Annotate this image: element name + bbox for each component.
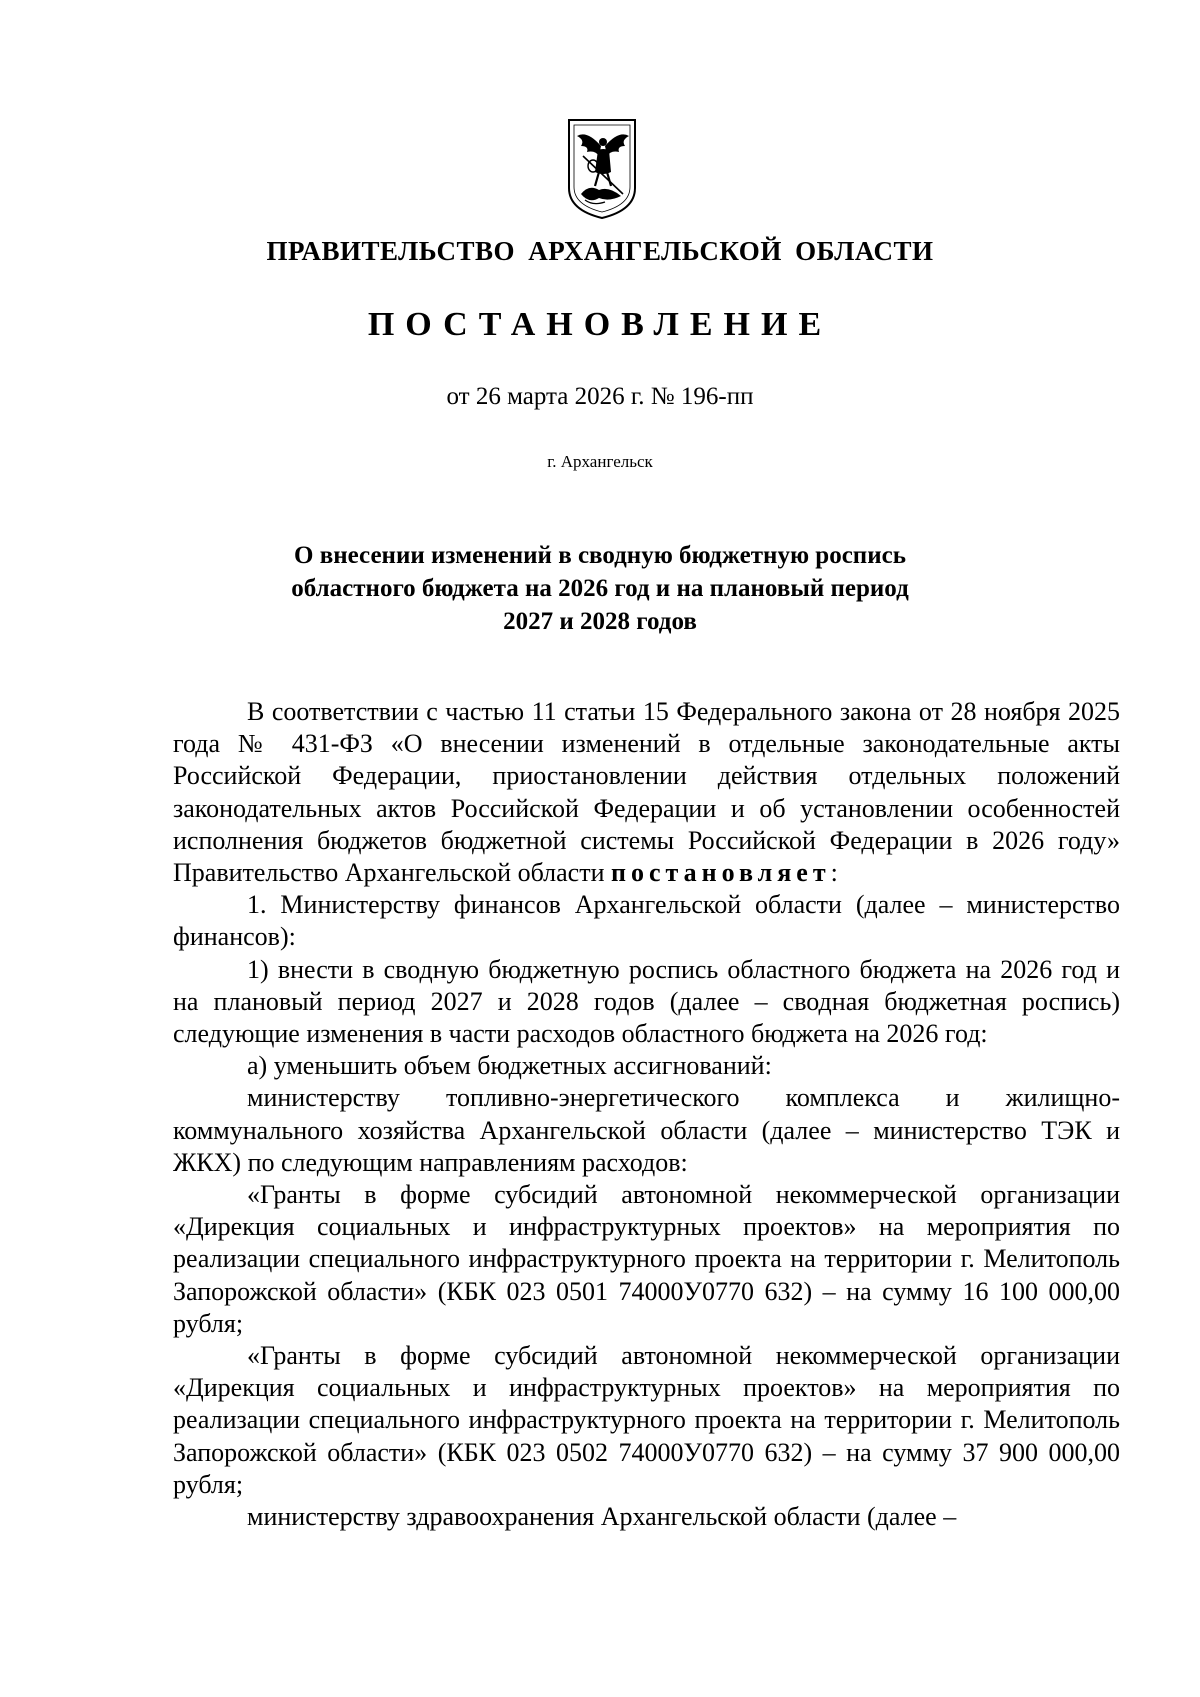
resolution-keyword: постановляет — [611, 858, 831, 888]
document-body — [173, 696, 1120, 1533]
ministry-tek-paragraph: министерству топливно-энергетического комплекса и жилищно-коммунального хозяйства Архангельской области (далее – министерство ТЭК и ЖКХ) по следующим направлениям расходов: — [173, 1083, 1120, 1177]
title-line-3: 2027 и 2028 годов — [503, 608, 697, 635]
clause-1-1: 1) внести в сводную бюджетную роспись областного бюджета на 2026 год и на плановый период 2027 и 2028 годов (далее – сводная бюджетная роспись) следующие изменения в части расходов областного бюджета на 2026 год: — [173, 954, 1120, 1049]
grant-item-1: «Гранты в форме субсидий автономной некоммерческой организации «Дирекция социальных и инфраструктурных проектов» на мероприятия по реализации специального инфраструктурного проекта на территории г. Мелитополь Запорожской области» (КБК 023 0501 74000У0770 632) – на сумму 16 100 000,00 рубля; — [173, 1180, 1120, 1338]
document-city: г. Архангельск — [547, 452, 653, 471]
organization-name: ПРАВИТЕЛЬСТВО АРХАНГЕЛЬСКОЙ ОБЛАСТИ — [266, 236, 934, 266]
grant-item-2: «Гранты в форме субсидий автономной некоммерческой организации «Дирекция социальных и инфраструктурных проектов» на мероприятия по реализации специального инфраструктурного проекта на территории г. Мелитополь Запорожской области» (КБК 023 0502 74000У0770 632) – на сумму 37 900 000,00 рубля; — [173, 1341, 1120, 1499]
title-line-2: областного бюджета на 2026 год и на плановый период — [291, 575, 909, 602]
document-date-number: от 26 марта 2026 г. № 196-пп — [446, 383, 754, 410]
preamble-paragraph — [173, 696, 1120, 889]
clause-1-1-a: а) уменьшить объем бюджетных ассигнований: — [247, 1051, 772, 1081]
clause-1: 1. Министерству финансов Архангельской области (далее – министерство финансов): — [173, 890, 1120, 952]
archangel-coat-of-arms-icon — [565, 116, 639, 222]
document-title — [0, 539, 1200, 638]
title-line-1: О внесении изменений в сводную бюджетную роспись — [294, 542, 906, 569]
preamble-text: В соответствии с частью 11 статьи 15 Федерального закона от 28 ноября 2025 года № 431-ФЗ «О внесении изменений в отдельные законодательные акты Российской Федерации, приостановлении действия отдельных положений законодательных актов Российской Федерации и об установлении особенностей исполнения бюджетов бюджетной системы Российской Федерации в 2026 году» Правительство Архангельской области — [173, 697, 1120, 888]
preamble-end: : — [830, 858, 838, 888]
ministry-health-paragraph: министерству здравоохранения Архангельской области (далее – — [247, 1502, 957, 1532]
document-type: ПОСТАНОВЛЕНИЕ — [367, 306, 833, 343]
